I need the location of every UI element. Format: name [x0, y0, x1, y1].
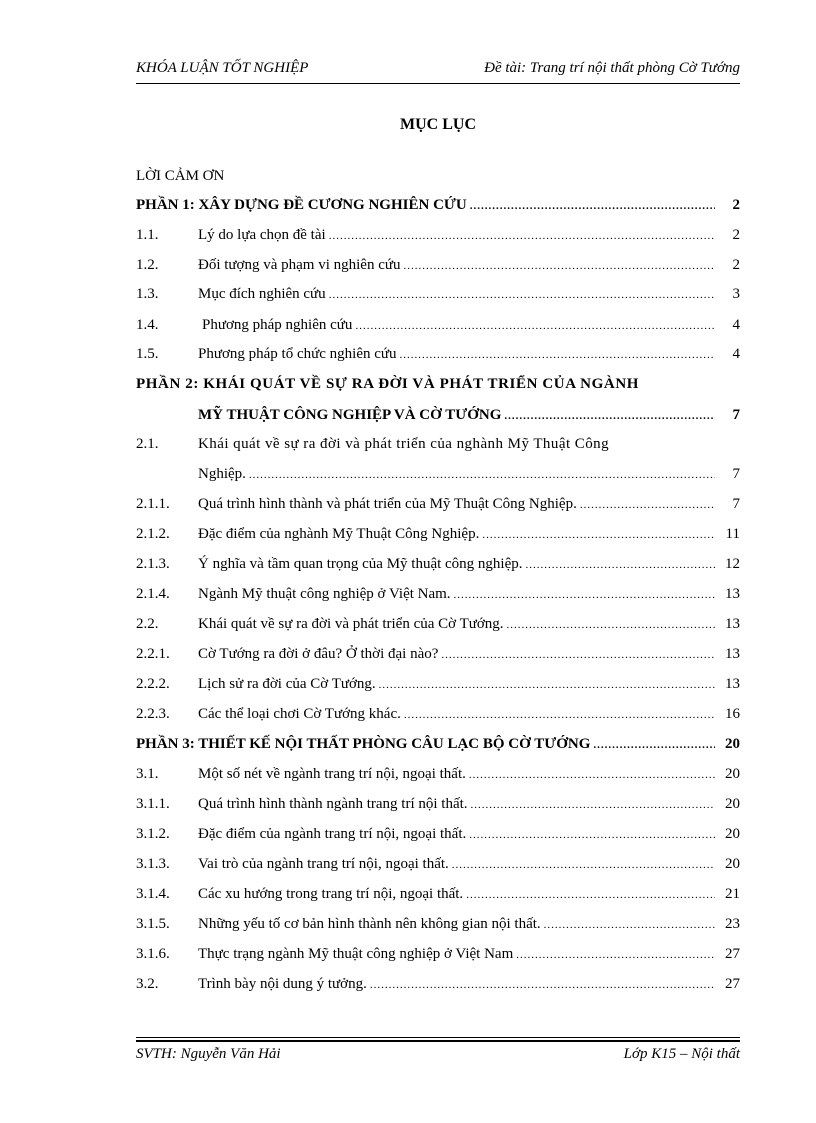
- toc-entry-number: 3.1.: [136, 766, 159, 782]
- toc-entry-text: Đặc điểm của nghành Mỹ Thuật Công Nghiệp.: [198, 526, 480, 542]
- toc-entry-number: 2.1.1.: [136, 496, 170, 512]
- toc-entry-text: Lý do lựa chọn đề tài: [198, 227, 326, 243]
- toc-entry-text: Trình bày nội dung ý tưởng.: [198, 976, 367, 992]
- toc-page-number: 21: [725, 886, 740, 902]
- dot-leader: [507, 613, 715, 637]
- toc-entry-1-1: [136, 223, 740, 247]
- toc-page-number: 20: [725, 736, 740, 752]
- toc-entry-number: 2.2.2.: [136, 676, 170, 692]
- toc-entry-number: 3.2.: [136, 976, 159, 992]
- toc-entry-2-1-2: [136, 522, 740, 546]
- toc-entry-text: Một số nét về ngành trang trí nội, ngoại thất.: [198, 766, 466, 782]
- toc-page-number: 13: [725, 646, 740, 662]
- toc-entry-text: Ngành Mỹ thuật công nghiệp ở Việt Nam.: [198, 586, 451, 602]
- toc-entry-number: 2.1.3.: [136, 556, 170, 572]
- toc-entry-3-1-4: [136, 882, 740, 906]
- toc-page-number: 3: [732, 286, 740, 302]
- footer-rule-thick: [136, 1040, 740, 1042]
- footer-left: SVTH: Nguyễn Văn Hải: [136, 1046, 281, 1062]
- toc-entry-text: Những yếu tố cơ bản hình thành nên không gian nội thất.: [198, 916, 541, 932]
- toc-entry-text: Đối tượng và phạm vi nghiên cứu: [198, 257, 401, 273]
- toc-entry-3-1-1: [136, 792, 740, 816]
- toc-entry-2-2-1: [136, 642, 740, 666]
- dot-leader: [329, 283, 715, 307]
- toc-entry-text: Ý nghĩa và tầm quan trọng của Mỹ thuật công nghiệp.: [198, 556, 523, 572]
- dot-leader: [404, 703, 715, 727]
- toc-part-text: PHẦN 3: THIẾT KẾ NỘI THẤT PHÒNG CÂU LẠC BỘ CỜ TƯỚNG: [136, 736, 591, 752]
- toc-entry-text: Các xu hướng trong trang trí nội, ngoại thất.: [198, 886, 464, 902]
- toc-entry-number: 1.2.: [136, 257, 159, 273]
- toc-entry-1-2: [136, 253, 740, 277]
- dot-leader: [526, 553, 715, 577]
- dot-leader: [593, 733, 715, 757]
- toc-entry-2-2-3: [136, 702, 740, 726]
- toc-page-number: 13: [725, 586, 740, 602]
- toc-entry-1-4: [136, 313, 740, 337]
- dot-leader: [504, 404, 715, 428]
- footer-rule: [136, 1037, 740, 1038]
- toc-entry-3-1-2: [136, 822, 740, 846]
- toc-page-number: 20: [725, 856, 740, 872]
- toc-page-number: 20: [725, 766, 740, 782]
- toc-entry-2-1-1: [136, 492, 740, 516]
- dot-leader: [249, 463, 715, 487]
- toc-entry-text: Vai trò của ngành trang trí nội, ngoại thất.: [198, 856, 449, 872]
- toc-entry-number: 1.5.: [136, 346, 159, 362]
- dot-leader: [580, 493, 715, 517]
- dot-leader: [471, 793, 715, 817]
- toc-entry-text: Phương pháp nghiên cứu: [202, 317, 353, 333]
- dot-leader: [441, 643, 715, 667]
- dot-leader: [370, 973, 715, 997]
- toc-entry-2-1-line1: [136, 432, 740, 456]
- dot-leader: [329, 224, 715, 248]
- toc-entry-text: Quá trình hình thành ngành trang trí nội thất.: [198, 796, 468, 812]
- toc-part-2-line1: [136, 372, 740, 396]
- dot-leader: [482, 523, 715, 547]
- toc-page-number: 27: [725, 976, 740, 992]
- toc-page-number: 4: [732, 317, 740, 333]
- toc-entry-number: 2.2.1.: [136, 646, 170, 662]
- toc-part-text: PHẦN 1: XÂY DỰNG ĐỀ CƯƠNG NGHIÊN CỨU: [136, 197, 467, 213]
- page-footer: [136, 1046, 740, 1068]
- toc-entry-number: 1.3.: [136, 286, 159, 302]
- footer-right: Lớp K15 – Nội thất: [623, 1046, 740, 1062]
- toc-entry-text: Nghiệp.: [198, 466, 246, 482]
- toc-page-number: 13: [725, 616, 740, 632]
- toc-entry-3-2: [136, 972, 740, 996]
- toc-entry-text: Mục đích nghiên cứu: [198, 286, 326, 302]
- toc-page-number: 27: [725, 946, 740, 962]
- header-rule: [136, 83, 740, 84]
- toc-entry-1-3: [136, 282, 740, 306]
- toc-entry-number: 2.1.2.: [136, 526, 170, 542]
- toc-entry-number: 1.1.: [136, 227, 159, 243]
- toc-entry-number: 1.4.: [136, 317, 159, 333]
- toc-entry-text: Quá trình hình thành và phát triển của Mỹ Thuật Công Nghiệp.: [198, 496, 577, 512]
- toc-page-number: 2: [732, 227, 740, 243]
- dot-leader: [469, 823, 715, 847]
- dot-leader: [355, 314, 715, 338]
- toc-entry-number: 3.1.6.: [136, 946, 170, 962]
- toc-entry-number: 3.1.3.: [136, 856, 170, 872]
- dot-leader: [516, 943, 715, 967]
- toc-entry-number: 3.1.1.: [136, 796, 170, 812]
- toc-page-number: 23: [725, 916, 740, 932]
- toc-entry-2-1-3: [136, 552, 740, 576]
- toc-page-number: 16: [725, 706, 740, 722]
- dot-leader: [452, 853, 715, 877]
- toc-page-number: 11: [725, 526, 740, 542]
- toc-page-number: 13: [725, 676, 740, 692]
- toc-entry-number: 3.1.5.: [136, 916, 170, 932]
- toc-page-number: 20: [725, 826, 740, 842]
- toc-entry-2-2: [136, 612, 740, 636]
- toc-entry-number: 2.1.4.: [136, 586, 170, 602]
- toc-page-number: 7: [732, 496, 740, 512]
- toc-entry-text: Phương pháp tổ chức nghiên cứu: [198, 346, 397, 362]
- toc-entry-2-1-line2: [136, 462, 740, 486]
- toc-part-3: [136, 732, 740, 756]
- toc-entry-text: Khái quát về sự ra đời và phát triển của nghành Mỹ Thuật Công: [198, 436, 610, 452]
- toc-part-1: [136, 193, 740, 217]
- toc-entry-text: Cờ Tướng ra đời ở đâu? Ở thời đại nào?: [198, 646, 439, 662]
- dot-leader: [454, 583, 715, 607]
- toc-page-number: 2: [732, 257, 740, 273]
- toc-page-number: 4: [732, 346, 740, 362]
- header-left: KHÓA LUẬN TỐT NGHIỆP: [136, 60, 309, 76]
- toc-entry-number: 3.1.2.: [136, 826, 170, 842]
- toc-entry-2-1-4: [136, 582, 740, 606]
- header-right: Đề tài: Trang trí nội thất phòng Cờ Tướng: [484, 60, 740, 76]
- toc-entry-text: Khái quát về sự ra đời và phát triển của Cờ Tướng.: [198, 616, 504, 632]
- toc-entry-number: 2.1.: [136, 436, 159, 452]
- dot-leader: [469, 763, 715, 787]
- toc-page-number: 7: [732, 407, 740, 423]
- toc-entry-number: 2.2.: [136, 616, 159, 632]
- toc-page-number: 2: [732, 197, 740, 213]
- dot-leader: [544, 913, 715, 937]
- toc-part-text: MỸ THUẬT CÔNG NGHIỆP VÀ CỜ TƯỚNG: [198, 407, 502, 423]
- page-header: [136, 60, 740, 82]
- toc-entry-loi-cam-on: [136, 164, 740, 188]
- toc-entry-text: LỜI CẢM ƠN: [136, 168, 225, 184]
- toc-page-number: 20: [725, 796, 740, 812]
- toc-entry-2-2-2: [136, 672, 740, 696]
- toc-entry-3-1: [136, 762, 740, 786]
- toc-entry-3-1-5: [136, 912, 740, 936]
- dot-leader: [470, 194, 715, 218]
- page-title: MỤC LỤC: [400, 116, 476, 133]
- toc-page-number: 7: [732, 466, 740, 482]
- dot-leader: [466, 883, 715, 907]
- toc-entry-text: Đặc điểm của ngành trang trí nội, ngoại thất.: [198, 826, 467, 842]
- toc-entry-text: Các thể loại chơi Cờ Tướng khác.: [198, 706, 401, 722]
- toc-part-2-line2: [136, 403, 740, 427]
- toc-entry-number: 2.2.3.: [136, 706, 170, 722]
- dot-leader: [400, 343, 715, 367]
- toc-entry-3-1-3: [136, 852, 740, 876]
- toc-entry-number: 3.1.4.: [136, 886, 170, 902]
- toc-page-number: 12: [725, 556, 740, 572]
- toc-entry-text: Thực trạng ngành Mỹ thuật công nghiệp ở Việt Nam: [198, 946, 514, 962]
- toc-entry-3-1-6: [136, 942, 740, 966]
- dot-leader: [379, 673, 715, 697]
- toc-part-text: PHẦN 2: KHÁI QUÁT VỀ SỰ RA ĐỜI VÀ PHÁT TRIỂN CỦA NGÀNH: [136, 376, 640, 392]
- toc-entry-1-5: [136, 342, 740, 366]
- toc-entry-text: Lịch sử ra đời của Cờ Tướng.: [198, 676, 376, 692]
- dot-leader: [404, 254, 716, 278]
